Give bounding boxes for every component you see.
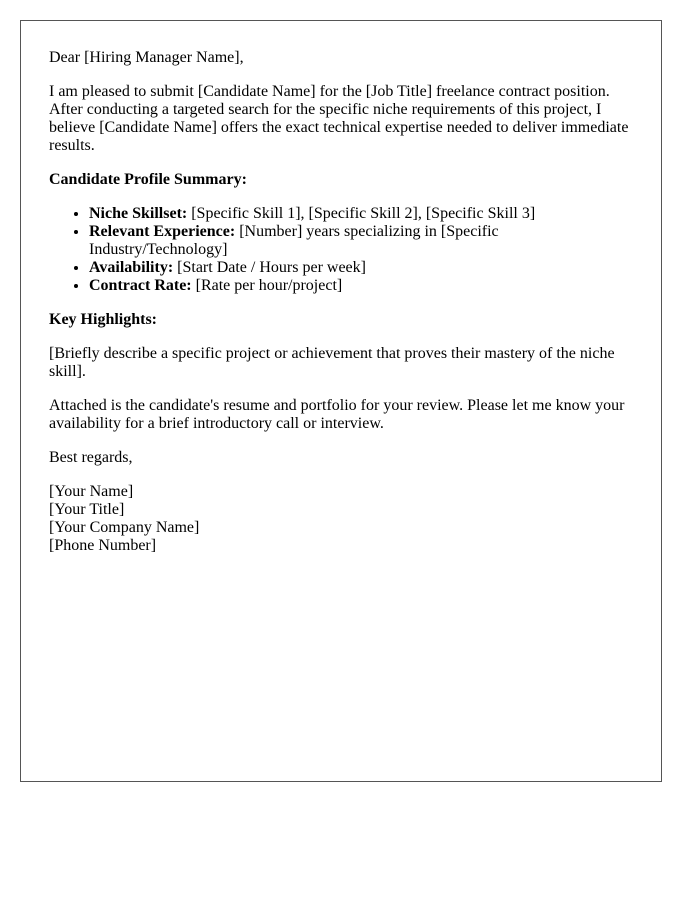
profile-item-experience [89, 223, 633, 259]
profile-item-value: [Specific Skill 1], [Specific Skill 2], [Specific Skill 3] [187, 205, 536, 222]
profile-item-label: Niche Skillset: [89, 205, 188, 222]
profile-item-value: [Start Date / Hours per week] [173, 259, 366, 276]
intro-paragraph: I am pleased to submit [Candidate Name] for the [Job Title] freelance contract position. After conducting a targeted search for the specific niche requirements of this project, I believe [Candidate Name] offers the exact technical expertise needed to deliver immediate results. [49, 83, 629, 154]
profile-item-skillset [89, 205, 633, 223]
signature-name: [Your Name] [49, 483, 134, 500]
signoff: Best regards, [49, 449, 133, 466]
highlights-heading: Key Highlights: [49, 311, 158, 328]
profile-item-label: Availability: [89, 259, 174, 276]
greeting: Dear [Hiring Manager Name], [49, 49, 244, 66]
profile-item-label: Relevant Experience: [89, 223, 236, 240]
profile-heading: Candidate Profile Summary: [49, 171, 247, 188]
signature-block [49, 483, 633, 555]
profile-item-label: Contract Rate: [89, 277, 192, 294]
letter-page [20, 20, 662, 782]
highlights-paragraph: [Briefly describe a specific project or achievement that proves their mastery of the niche skill]. [49, 345, 615, 380]
closing-paragraph: Attached is the candidate's resume and portfolio for your review. Please let me know your availability for a brief introductory call or interview. [49, 397, 625, 432]
profile-item-value: [Rate per hour/project] [191, 277, 343, 294]
profile-item-rate [89, 277, 633, 295]
signature-title: [Your Title] [49, 501, 125, 518]
profile-list [49, 205, 633, 295]
signature-company: [Your Company Name] [49, 519, 200, 536]
profile-item-availability [89, 259, 633, 277]
profile-item-value: [Number] years specializing in [Specific Industry/Technology] [89, 223, 499, 258]
signature-phone: [Phone Number] [49, 537, 157, 554]
